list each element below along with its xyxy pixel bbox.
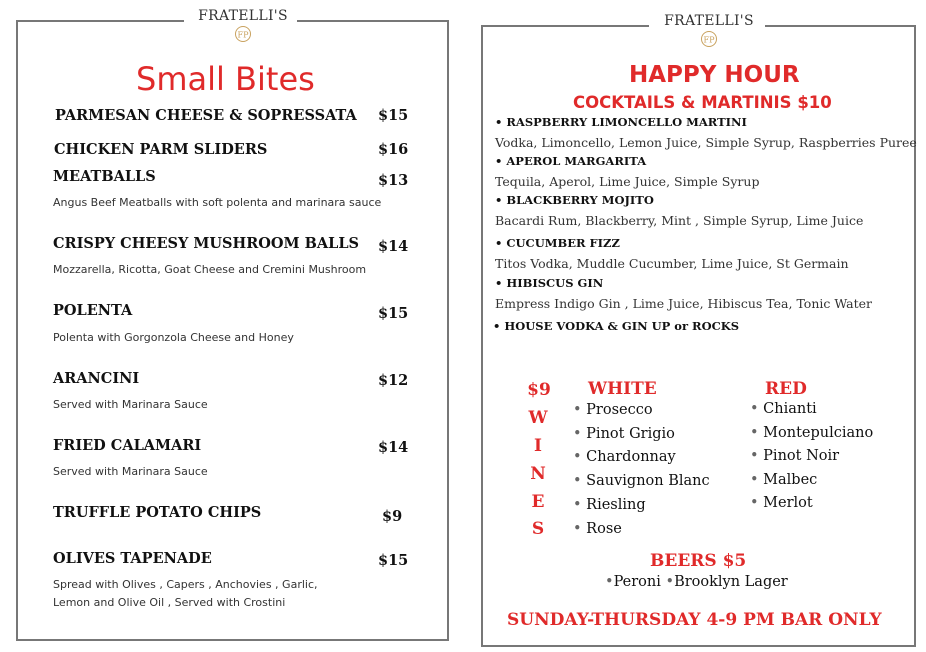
bullet: • (573, 449, 582, 465)
bullet: • (495, 115, 503, 129)
bullet: • (493, 319, 501, 333)
monogram-text: FP (237, 30, 249, 40)
menu-item-price: $9 (382, 508, 403, 525)
cocktail-name (495, 236, 620, 250)
menu-item-name: POLENTA (53, 302, 133, 319)
menu-item-price: $15 (378, 305, 409, 322)
white-wine-item (573, 473, 710, 489)
menu-item-name: CHICKEN PARM SLIDERS (54, 141, 268, 158)
menu-item-description: Served with Marinara Sauce (53, 398, 208, 411)
border-bottom (481, 645, 916, 647)
cocktail-name-text: BLACKBERRY MOJITO (506, 193, 654, 207)
happy-hour-schedule: SUNDAY-THURSDAY 4-9 PM BAR ONLY (507, 610, 882, 630)
menu-item-name: MEATBALLS (53, 168, 156, 185)
red-wine-item (750, 425, 873, 441)
border-top-right-segment (765, 25, 916, 27)
border-top-left-segment (481, 25, 649, 27)
monogram-icon (233, 25, 253, 43)
red-wine-heading: RED (765, 379, 807, 399)
wine-name: Pinot Grigio (586, 426, 675, 442)
bullet: • (750, 425, 759, 441)
menu-item-name: ARANCINI (53, 370, 140, 387)
menu-item-description: Spread with Olives , Capers , Anchovies , Garlic, (53, 578, 318, 591)
wines-letter: N (530, 464, 546, 484)
cocktail-name (495, 193, 654, 207)
cocktail-name (493, 319, 739, 333)
bullet: • (573, 521, 582, 537)
menu-item-description: Served with Marinara Sauce (53, 465, 208, 478)
wine-name: Sauvignon Blanc (586, 473, 710, 489)
white-wine-item (573, 449, 676, 465)
menu-item-price: $16 (378, 141, 409, 158)
cocktail-description: Empress Indigo Gin , Lime Juice, Hibiscus Tea, Tonic Water (495, 296, 872, 311)
wine-name: Riesling (586, 497, 646, 513)
cocktail-name (495, 276, 603, 290)
white-wine-item (573, 497, 646, 513)
beers-heading: BEERS $5 (650, 551, 747, 571)
white-wine-item (573, 521, 622, 537)
happy-hour-title: HAPPY HOUR (629, 62, 800, 88)
bullet: • (495, 154, 503, 168)
bullet: • (495, 193, 503, 207)
menu-item-name: TRUFFLE POTATO CHIPS (53, 504, 262, 521)
wine-name: Chardonnay (586, 449, 676, 465)
border-right (447, 20, 449, 641)
brand-logo-right (649, 13, 769, 48)
cocktail-description: Titos Vodka, Muddle Cucumber, Lime Juice, St Germain (495, 256, 849, 271)
menu-item-name: OLIVES TAPENADE (53, 550, 212, 567)
bullet: • (573, 426, 582, 442)
monogram-text: FP (703, 35, 715, 45)
bullet: • (573, 402, 582, 418)
monogram-icon (699, 30, 719, 48)
bullet: • (750, 472, 759, 488)
menu-item-description: Mozzarella, Ricotta, Goat Cheese and Cremini Mushroom (53, 263, 367, 276)
white-wine-heading: WHITE (588, 379, 657, 399)
beer-name: Peroni (613, 574, 661, 590)
bullet: • (750, 401, 759, 417)
menu-item-name: PARMESAN CHEESE & SOPRESSATA (55, 107, 357, 124)
red-wine-item (750, 495, 813, 511)
wine-name: Pinot Noir (763, 448, 840, 464)
menu-item-name: CRISPY CHEESY MUSHROOM BALLS (53, 235, 360, 252)
wine-name: Merlot (763, 495, 813, 511)
border-right (914, 25, 916, 647)
brand-name: FRATELLI'S (664, 13, 754, 29)
wines-letter: E (531, 492, 545, 512)
wine-name: Chianti (763, 401, 817, 417)
cocktail-name-text: HOUSE VODKA & GIN UP or ROCKS (504, 319, 740, 333)
border-bottom (16, 639, 449, 641)
red-wine-item (750, 448, 839, 464)
white-wine-item (573, 426, 675, 442)
wines-letter: S (531, 519, 545, 539)
cocktail-description: Tequila, Aperol, Lime Juice, Simple Syrup (495, 174, 760, 189)
bullet: • (665, 574, 675, 590)
wines-letter: W (528, 408, 548, 428)
menu-item-description-line2: Lemon and Olive Oil , Served with Crostini (53, 596, 286, 609)
menu-item-price: $12 (378, 372, 409, 389)
bullet: • (750, 448, 759, 464)
white-wine-item (573, 402, 653, 418)
wine-name: Montepulciano (763, 425, 874, 441)
wines-letter: I (534, 436, 542, 456)
page-title: Small Bites (136, 60, 315, 98)
wine-price: $9 (527, 380, 551, 400)
red-wine-item (750, 472, 817, 488)
beer-list (605, 574, 788, 590)
red-wine-item (750, 401, 817, 417)
bullet: • (495, 236, 503, 250)
menu-item-description: Polenta with Gorgonzola Cheese and Honey (53, 331, 294, 344)
menu-item-price: $15 (378, 107, 409, 124)
border-left (481, 25, 483, 647)
cocktail-name-text: RASPBERRY LIMONCELLO MARTINI (506, 115, 747, 129)
bullet: • (573, 497, 582, 513)
wine-name: Prosecco (586, 402, 653, 418)
cocktail-name-text: APEROL MARGARITA (506, 154, 647, 168)
beer-name: Brooklyn Lager (674, 574, 788, 590)
border-left (16, 20, 18, 641)
cocktail-name-text: HIBISCUS GIN (506, 276, 604, 290)
cocktail-name (495, 154, 646, 168)
bullet: • (573, 473, 582, 489)
menu-item-description: Angus Beef Meatballs with soft polenta and marinara sauce (53, 196, 382, 209)
bullet: • (495, 276, 503, 290)
cocktail-name (495, 115, 747, 129)
cocktail-name-text: CUCUMBER FIZZ (506, 236, 620, 250)
menu-item-price: $14 (378, 238, 409, 255)
menu-item-price: $15 (378, 552, 409, 569)
cocktail-description: Bacardi Rum, Blackberry, Mint , Simple Syrup, Lime Juice (495, 213, 864, 228)
wine-name: Malbec (763, 472, 818, 488)
border-top-left-segment (16, 20, 184, 22)
menu-item-name: FRIED CALAMARI (53, 437, 202, 454)
cocktail-description: Vodka, Limoncello, Lemon Juice, Simple Syrup, Raspberries Puree (495, 135, 917, 150)
menu-item-price: $14 (378, 439, 409, 456)
cocktails-subtitle: COCKTAILS & MARTINIS $10 (573, 93, 832, 112)
brand-logo-left (183, 8, 303, 43)
bullet: • (750, 495, 759, 511)
menu-item-price: $13 (378, 172, 409, 189)
brand-name: FRATELLI'S (198, 8, 288, 24)
border-top-right-segment (297, 20, 449, 22)
wine-name: Rose (586, 521, 622, 537)
bullet: • (605, 574, 614, 590)
